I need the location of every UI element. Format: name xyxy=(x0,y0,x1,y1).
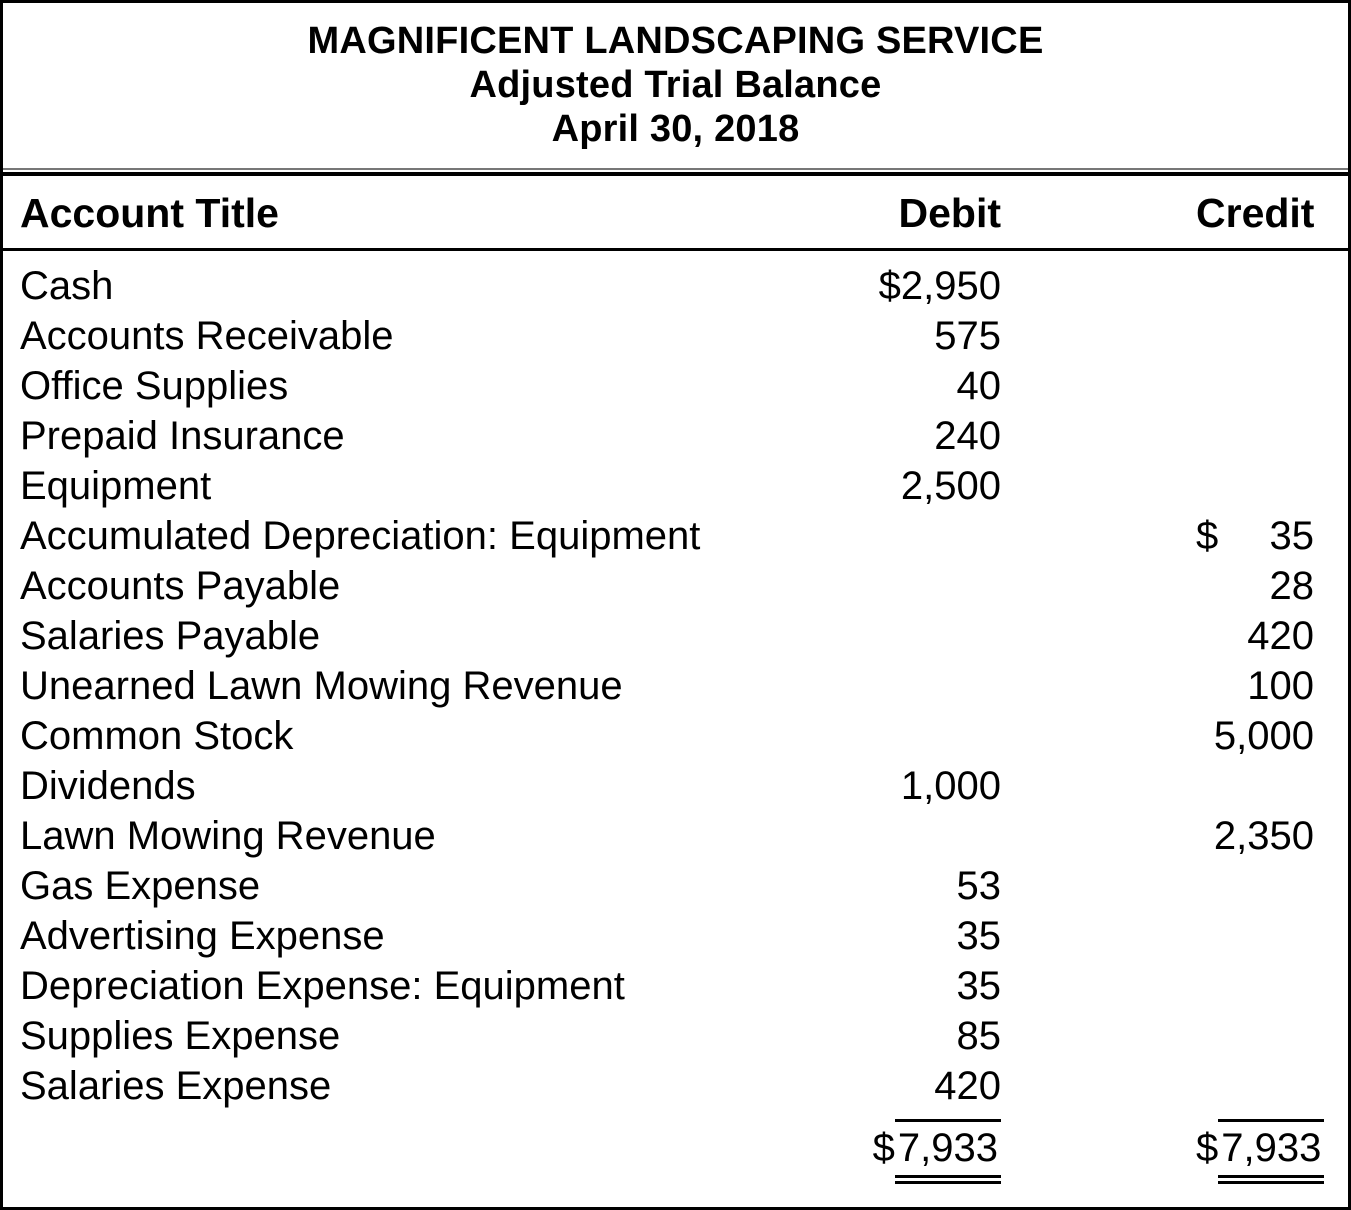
account-title-cell: Cash xyxy=(20,264,114,308)
credit-amount-cell xyxy=(1196,961,1314,1011)
credit-amount-cell xyxy=(1196,1011,1314,1061)
debit-amount-cell: 2,500 xyxy=(900,464,1001,508)
table-row xyxy=(3,311,1348,361)
debit-total xyxy=(873,1119,1001,1184)
table-row xyxy=(3,1011,1348,1061)
debit-amount-cell xyxy=(841,711,1001,761)
credit-total-dollar-sign: $ xyxy=(1196,1126,1219,1170)
debit-amount-cell: 1,000 xyxy=(900,764,1001,808)
table-rows xyxy=(3,251,1348,1111)
credit-dollar-sign: $ xyxy=(1196,514,1219,558)
credit-amount-cell xyxy=(1196,361,1314,411)
account-title-cell: Depreciation Expense: Equipment xyxy=(20,964,625,1008)
report-title: Adjusted Trial Balance xyxy=(469,64,882,106)
table-row xyxy=(3,961,1348,1011)
table-row xyxy=(3,661,1348,711)
table-row xyxy=(3,811,1348,861)
debit-amount-cell xyxy=(841,511,1001,561)
company-name: MAGNIFICENT LANDSCAPING SERVICE xyxy=(307,20,1044,62)
account-title-cell: Prepaid Insurance xyxy=(20,414,345,458)
table-row xyxy=(3,911,1348,961)
credit-value: 420 xyxy=(1247,614,1314,658)
credit-value: 5,000 xyxy=(1213,714,1314,758)
account-title-cell: Gas Expense xyxy=(20,864,261,908)
debit-amount-cell: 85 xyxy=(956,1014,1001,1058)
column-header-row xyxy=(3,176,1348,248)
credit-total-value: 7,933 xyxy=(1218,1119,1324,1184)
totals-debit-cell xyxy=(841,1119,1001,1184)
credit-amount-cell xyxy=(1196,261,1314,311)
table-row xyxy=(3,461,1348,511)
table-row xyxy=(3,361,1348,411)
table-row xyxy=(3,411,1348,461)
column-header-debit: Debit xyxy=(898,190,1001,236)
debit-amount-cell xyxy=(841,561,1001,611)
credit-amount-cell xyxy=(1196,861,1314,911)
debit-amount-cell: 240 xyxy=(934,414,1001,458)
credit-amount-cell xyxy=(1196,561,1314,611)
debit-amount-cell: 420 xyxy=(934,1064,1001,1108)
credit-amount-cell xyxy=(1196,1061,1314,1111)
account-title-cell: Salaries Payable xyxy=(20,614,321,658)
account-title-cell: Salaries Expense xyxy=(20,1064,332,1108)
table-row xyxy=(3,761,1348,811)
credit-amount-cell xyxy=(1196,911,1314,961)
credit-amount-cell xyxy=(1196,461,1314,511)
credit-amount-cell xyxy=(1196,761,1314,811)
debit-total-dollar-sign: $ xyxy=(872,1126,895,1170)
account-title-cell: Advertising Expense xyxy=(20,914,385,958)
credit-value: 2,350 xyxy=(1213,814,1314,858)
credit-value: 100 xyxy=(1247,664,1314,708)
table-row xyxy=(3,711,1348,761)
debit-amount-cell: 35 xyxy=(956,964,1001,1008)
credit-amount-cell xyxy=(1196,411,1314,461)
account-title-cell: Office Supplies xyxy=(20,364,289,408)
account-title-cell: Accounts Receivable xyxy=(20,314,394,358)
account-title-cell: Accounts Payable xyxy=(20,564,341,608)
debit-amount-cell xyxy=(841,611,1001,661)
account-title-cell: Dividends xyxy=(20,764,196,808)
debit-amount-cell: 35 xyxy=(956,914,1001,958)
debit-total-value: 7,933 xyxy=(895,1119,1001,1184)
title-separator-rule xyxy=(3,168,1348,176)
credit-amount-cell xyxy=(1196,661,1314,711)
document-header xyxy=(3,3,1348,168)
account-title-cell: Common Stock xyxy=(20,714,294,758)
account-title-cell: Lawn Mowing Revenue xyxy=(20,814,436,858)
debit-amount-cell: $2,950 xyxy=(878,264,1001,308)
table-row xyxy=(3,511,1348,561)
debit-amount-cell xyxy=(841,661,1001,711)
credit-value: 28 xyxy=(1269,564,1314,608)
credit-amount-cell xyxy=(1196,711,1314,761)
table-row xyxy=(3,561,1348,611)
debit-amount-cell xyxy=(841,811,1001,861)
account-title-cell: Supplies Expense xyxy=(20,1014,341,1058)
credit-value: 35 xyxy=(1269,514,1314,558)
debit-amount-cell: 53 xyxy=(956,864,1001,908)
credit-amount-cell xyxy=(1196,611,1314,661)
debit-amount-cell: 575 xyxy=(934,314,1001,358)
table-row xyxy=(3,261,1348,311)
account-title-cell: Equipment xyxy=(20,464,212,508)
credit-total xyxy=(1196,1119,1324,1184)
table-row xyxy=(3,861,1348,911)
table-row xyxy=(3,1061,1348,1111)
credit-amount-cell xyxy=(1196,511,1314,561)
credit-amount-cell xyxy=(1196,811,1314,861)
credit-amount-cell xyxy=(1196,311,1314,361)
totals-row xyxy=(3,1119,1348,1184)
account-title-cell: Accumulated Depreciation: Equipment xyxy=(20,514,701,558)
totals-credit-cell xyxy=(1196,1119,1322,1184)
column-header-account: Account Title xyxy=(20,190,279,236)
column-header-credit: Credit xyxy=(1196,190,1315,236)
debit-amount-cell: 40 xyxy=(956,364,1001,408)
account-title-cell: Unearned Lawn Mowing Revenue xyxy=(20,664,623,708)
table-row xyxy=(3,611,1348,661)
report-date: April 30, 2018 xyxy=(551,108,800,150)
